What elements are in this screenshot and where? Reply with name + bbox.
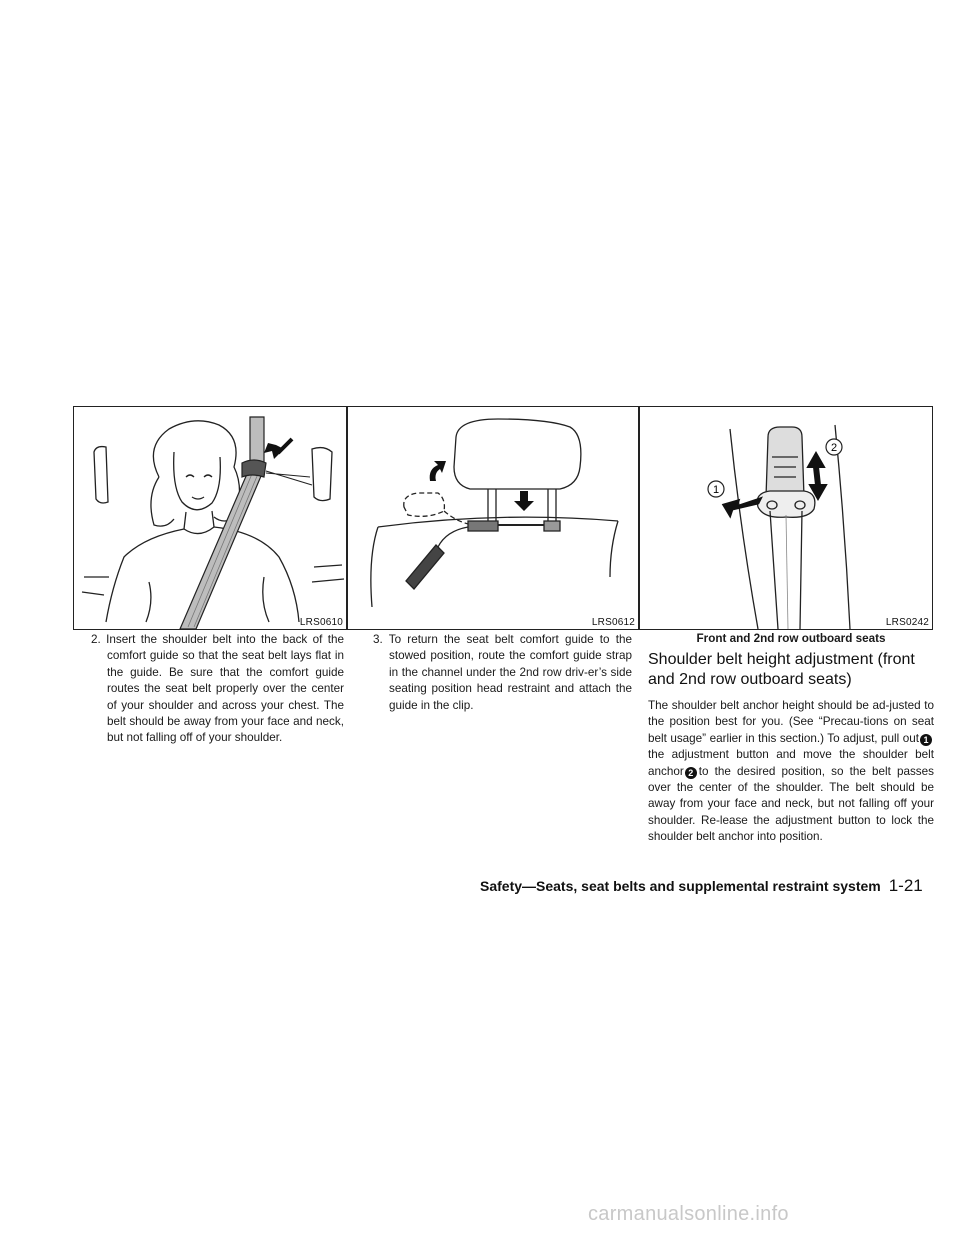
seat-belt-strap	[180, 417, 264, 629]
step-text: To return the seat belt comfort guide to the stowed position, route the comfort guide strap in the channel under the 2nd row driv-er’s side seating position head restraint and attach the guide in the clip.	[388, 633, 632, 712]
figure-code: LRS0610	[299, 617, 343, 628]
body-text-a: The shoulder belt anchor height should be ad-justed to the position best for you. (See “Precau-tions on seat belt usage” earlier in this section.) To adjust, pull out	[648, 699, 934, 745]
svg-text:2: 2	[830, 442, 838, 454]
figure-anchor-adjustment	[639, 406, 933, 630]
callout-1	[708, 481, 724, 497]
step-2	[82, 632, 344, 747]
illustration-head-restraint-clip	[348, 407, 638, 629]
watermark: carmanualsonline.info	[588, 1203, 789, 1225]
section-body	[648, 698, 934, 846]
column-step-2	[82, 632, 344, 747]
pull-out-arrow	[724, 499, 760, 515]
figure-code: LRS0242	[885, 617, 929, 628]
column-step-3	[364, 632, 632, 714]
illustration-occupant-belt	[74, 407, 346, 629]
marker-1-icon: 1	[920, 734, 932, 746]
figure-code: LRS0612	[591, 617, 635, 628]
svg-text:1: 1	[712, 484, 720, 496]
illustration-belt-anchor	[640, 407, 932, 629]
figure-caption: Front and 2nd row outboard seats	[696, 632, 886, 645]
page-footer	[480, 876, 940, 896]
body-text-c: to the desired position, so the belt passes over the center of the shoulder. The belt should be away from your face and neck, but not falling off your shoulder. Re-lease the adjustment button to lock the shoulder belt anchor into position.	[648, 764, 934, 844]
section-heading: Shoulder belt height adjustment (front and 2nd row outboard seats)	[648, 651, 915, 688]
step-text: Insert the shoulder belt into the back of the comfort guide so that the seat belt lays flat in the guide. Be sure that the comfort guide routes the seat belt properly over the center of your shoulder and across your chest. The belt should be away from your face and neck, but not falling off of your shoulder.	[106, 633, 345, 745]
figure-comfort-guide-stowed	[347, 406, 639, 630]
rotate-up-arrow	[430, 461, 446, 481]
page-number: 1-21	[888, 876, 923, 895]
body-text-b: the adjustment button and move the shoulder belt anchor	[648, 748, 934, 778]
step-number: 3.	[373, 633, 383, 646]
callout-2	[826, 439, 842, 455]
height-adjust-arrow	[808, 453, 826, 499]
column-shoulder-belt	[648, 632, 934, 846]
footer-section-title: Safety—Seats, seat belts and supplemental restraint system	[480, 878, 881, 894]
figure-comfort-guide-installed	[73, 406, 347, 630]
marker-2-icon: 2	[685, 767, 697, 779]
step-number: 2.	[91, 633, 101, 646]
step-3	[364, 632, 632, 714]
push-down-arrow	[514, 491, 534, 511]
